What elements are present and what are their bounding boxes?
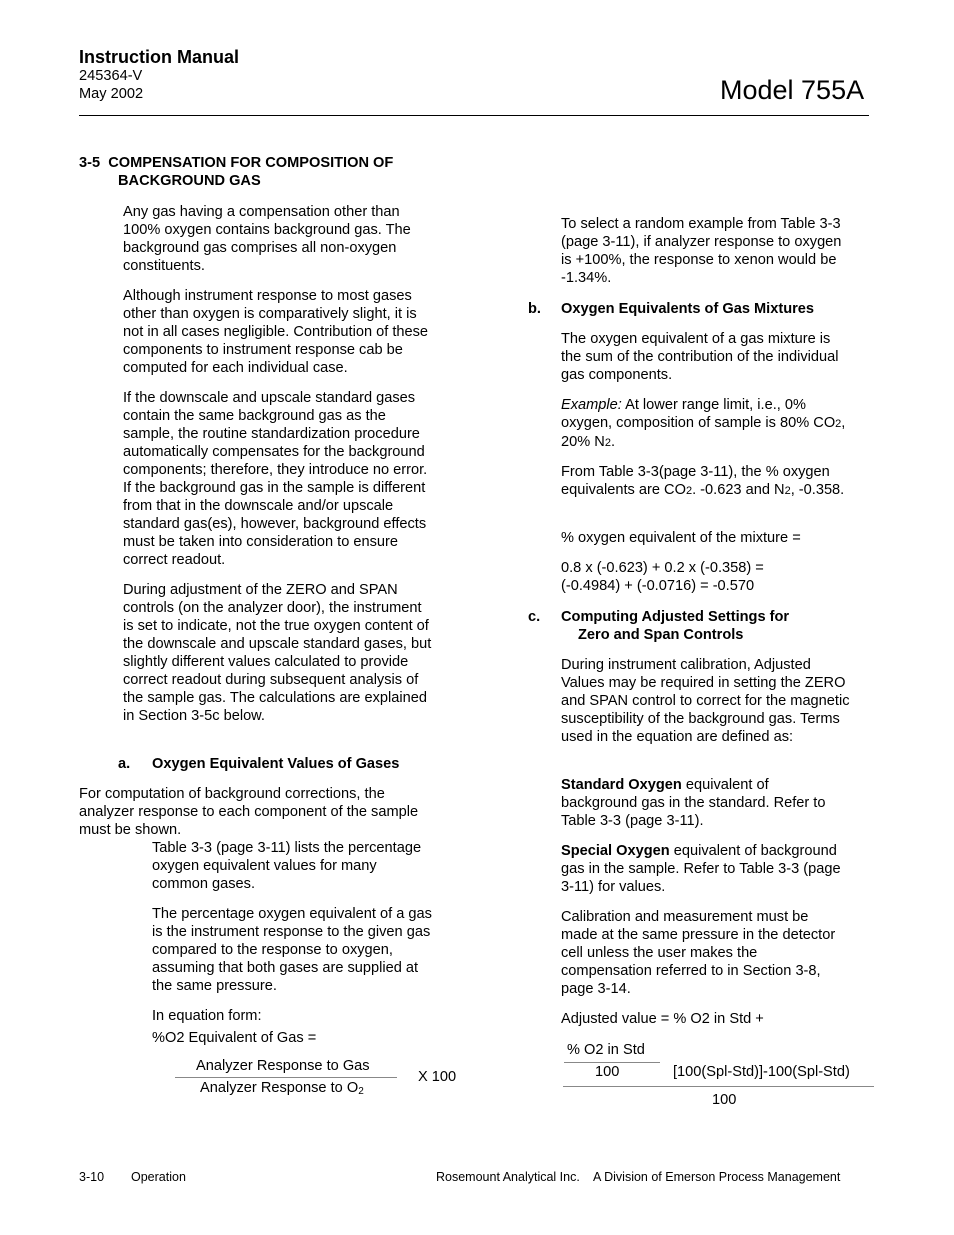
footer-division: A Division of Emerson Process Management [593, 1170, 841, 1184]
sub-a-title: Oxygen Equivalent Values of Gases [152, 756, 400, 772]
section-heading [79, 154, 479, 172]
sub-b-mixture-calc: 0.8 x (-0.623) + 0.2 x (-0.358) = (-0.4984) + (-0.0716) = -0.570 [561, 560, 764, 594]
equation-intro: In equation form: [152, 1008, 262, 1024]
inner-denominator: 100 [595, 1064, 620, 1080]
section-paragraph-2: Although instrument response to most gases other than oxygen is comparatively slight, it is not in all cases negligible. Contribution of these components to instrument response cab be computed for each individual case. [123, 288, 429, 376]
footer-company: Rosemount Analytical Inc. [436, 1170, 580, 1184]
footer-page-number: 3-10 [79, 1170, 105, 1184]
sub-b-paragraph-1: The oxygen equivalent of a gas mixture is the sum of the contribution of the individual gas components. [561, 331, 839, 383]
equation-denominator: Analyzer Response to $O_2$ [200, 1080, 364, 1097]
sub-a-intro: For computation of background corrections, the analyzer response to each component of the sample must be shown. [79, 786, 419, 838]
sub-c-paragraph-1: During instrument calibration, Adjusted Values may be required in setting the ZERO and SPAN control to correct for the magnetic susceptibility of the background gas. Terms used in the equation are defined as: [561, 657, 850, 745]
equation-multiplier: X 100 [418, 1069, 457, 1085]
standard-oxygen-definition: Standard Oxygen equivalent of background gas in the standard. Refer to Table 3-3 (page 3-11). [561, 777, 826, 829]
sub-c-letter: c. [528, 609, 541, 625]
footer-chapter: Operation [131, 1170, 186, 1184]
random-example-paragraph: To select a random example from Table 3-3 (page 3-11), if analyzer response to oxygen is +100%, the response to xenon would be -1.34%. [561, 216, 842, 286]
sub-a-paragraph-2: The percentage oxygen equivalent of a gas is the instrument response to the given gas compared to the response to oxygen, assuming that both gases are supplied at the same pressure. [152, 906, 432, 994]
sub-b-title: Oxygen Equivalents of Gas Mixtures [561, 301, 815, 317]
section-paragraph-4: During adjustment of the ZERO and SPAN controls (on the analyzer door), the instrument is set to indicate, not the true oxygen content of the downscale and upscale standard gases, but slightly different values calculated to provide correct readout during subsequent analysis of the sample gas. The calculations are explained in Section 3-5c below. [123, 582, 432, 724]
sub-b-letter: b. [528, 301, 541, 317]
equation-numerator: Analyzer Response to Gas [196, 1058, 370, 1074]
header-rule [79, 115, 869, 116]
equation-label: %O2 Equivalent of Gas = [152, 1030, 317, 1046]
sub-a-paragraph-1: Table 3-3 (page 3-11) lists the percentage oxygen equivalent values for many common gases. [152, 840, 422, 892]
outer-fraction-line [563, 1086, 874, 1087]
adjusted-value-label: Adjusted value = % O2 in Std + [561, 1011, 764, 1027]
manual-title: Instruction Manual [79, 47, 240, 67]
document-number: 245364-V [79, 68, 143, 84]
section-paragraph-3: If the downscale and upscale standard gases contain the same background gas as the sample, the routine standardization procedure automatically compensates for the background components; therefore, they introduce no error. If the background gas in the sample is different from that in the downscale and/or upscale standard gas(es), however, background effects must be taken into consideration to ensure correct readout. [123, 390, 428, 568]
sub-c-paragraph-2: Calibration and measurement must be made at the same pressure in the detector cell unless the user makes the compensation referred to in Section 3-8, page 3-14. [561, 909, 836, 997]
special-oxygen-definition: Special Oxygen equivalent of background gas in the sample. Refer to Table 3-3 (page 3-11) for values. [561, 843, 841, 895]
bracket-term: [100(Spl-Std)]-100(Spl-Std) [673, 1064, 850, 1080]
sub-c-title-line2: Zero and Span Controls [578, 627, 744, 643]
model-name: Model 755A [720, 75, 865, 105]
sub-c-title-line1: Computing Adjusted Settings for [561, 609, 790, 625]
section-title-line1: COMPENSATION FOR COMPOSITION OF [108, 155, 394, 171]
section-number: 3-5 [79, 155, 101, 171]
sub-b-from-table: From Table 3-3(page 3-11), the % oxygen equivalents are CO2. -0.623 and N2, -0.358. [561, 464, 845, 498]
equation-fraction-line [175, 1077, 397, 1078]
sub-b-mixture-label: % oxygen equivalent of the mixture = [561, 530, 801, 546]
section-title-line2: BACKGROUND GAS [118, 173, 261, 189]
sub-a-letter: a. [118, 756, 131, 772]
outer-denominator: 100 [712, 1092, 737, 1108]
sub-b-example: Example: At lower range limit, i.e., 0% oxygen, composition of sample is 80% CO2, 20% N2. [561, 397, 846, 450]
document-date: May 2002 [79, 86, 144, 102]
inner-numerator: % O2 in Std [567, 1042, 645, 1058]
section-paragraph-1: Any gas having a compensation other than 100% oxygen contains background gas. The background gas comprises all non-oxygen constituents. [123, 204, 411, 274]
